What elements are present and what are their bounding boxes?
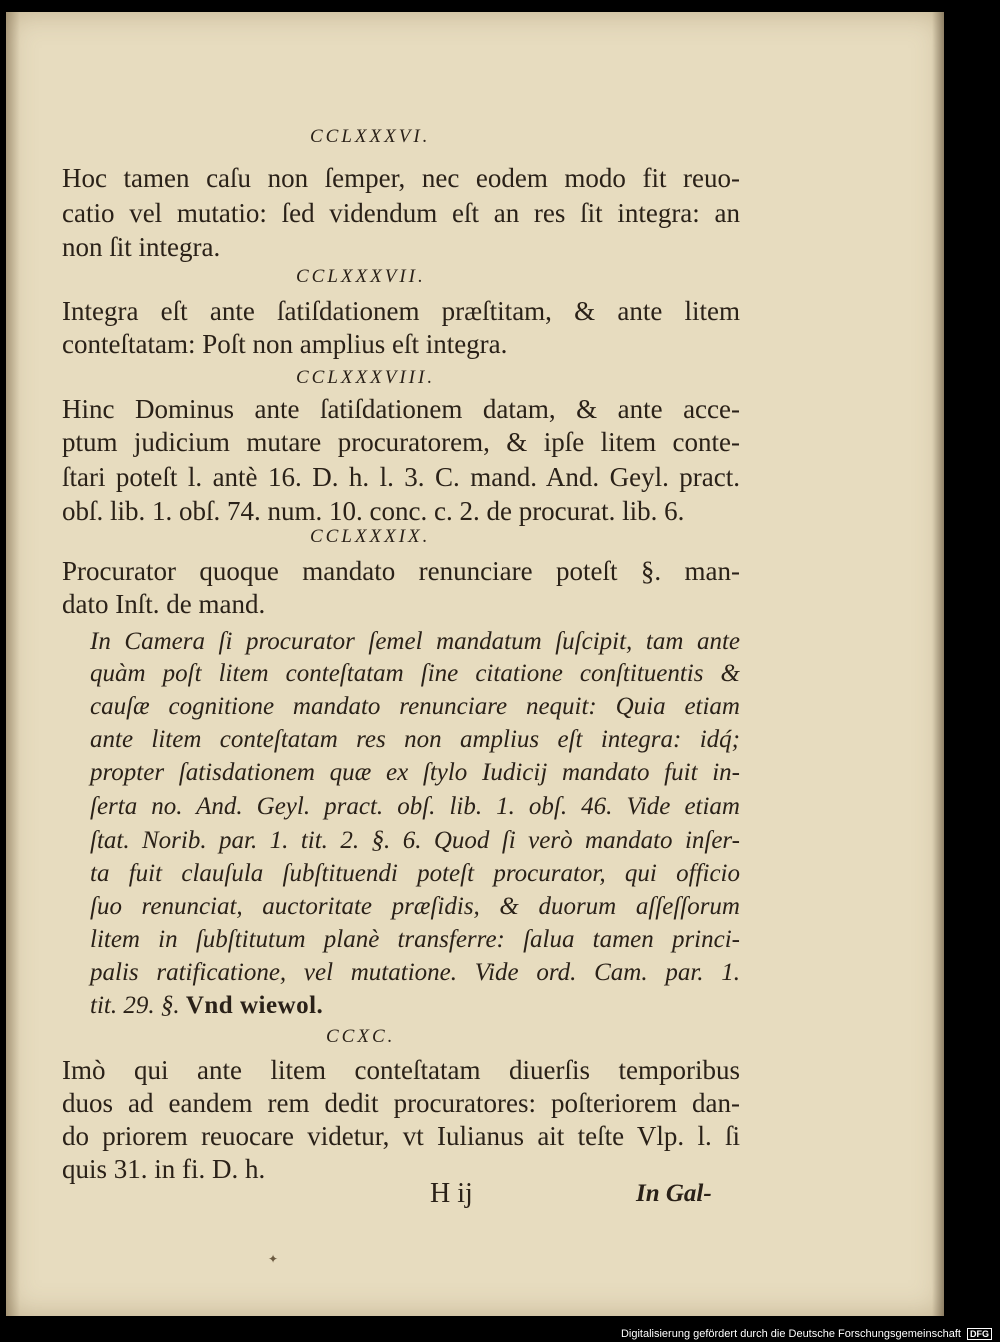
text-line: do priorem reuocare videtur, vt Iulianus ait teſte Vlp. l. ſi <box>62 1121 740 1151</box>
page-binding-shadow <box>6 12 20 1316</box>
text-line: catio vel mutatio: ſed videndum eſt an res ſit integra: an <box>62 198 740 228</box>
note-line: palis ratificatione, vel mutatione. Vide ord. Cam. par. 1. <box>90 959 740 986</box>
blackletter-text: Vnd wiewol. <box>185 992 324 1019</box>
note-line: litem in ſubſtitutum planè transferre: ſalua tamen princi- <box>90 926 740 953</box>
section-numeral: CCLXXXIX. <box>310 526 431 547</box>
text-line: Procurator quoque mandato renunciare poteſt §. man- <box>62 556 740 586</box>
note-line: ſtat. Norib. par. 1. tit. 2. §. 6. Quod ſi verò mandato inſer- <box>90 827 740 854</box>
page-edge-shadow <box>932 12 944 1316</box>
catchword: In Gal- <box>636 1180 712 1207</box>
text-line: obſ. lib. 1. obſ. 74. num. 10. conc. c. 2. de procurat. lib. 6. <box>62 496 685 526</box>
ink-blot: ✦ <box>268 1252 279 1266</box>
credit-text: Digitalisierung gefördert durch die Deutsche Forschungsgemeinschaft <box>620 1328 961 1340</box>
section-numeral: CCLXXXVI. <box>310 126 431 147</box>
note-line: propter ſatisdationem quæ ex ſtylo Iudicij mandato fuit in- <box>90 759 740 786</box>
text-line: Integra eſt ante ſatiſdationem præſtitam, & ante litem <box>62 296 740 326</box>
text-line: Hoc tamen caſu non ſemper, nec eodem modo fit reuo- <box>62 163 740 193</box>
text-line: non ſit integra. <box>62 232 221 262</box>
text-line: duos ad eandem rem dedit procuratores: poſteriorem dan- <box>62 1088 740 1118</box>
text-line: Imò qui ante litem conteſtatam diuerſis temporibus <box>62 1055 740 1085</box>
book-page <box>6 12 944 1316</box>
text-line: quis 31. in fi. D. h. <box>62 1154 266 1184</box>
text-line: dato Inſt. de mand. <box>62 589 266 619</box>
note-line: ſuo renunciat, auctoritate præſidis, & duorum aſſeſſorum <box>90 893 740 920</box>
section-numeral: CCXC. <box>326 1026 396 1047</box>
text-line: conteſtatam: Poſt non amplius eſt integra. <box>62 329 508 359</box>
digitization-credit <box>621 1328 992 1340</box>
note-line: ante litem conteſtatam res non amplius eſt integra: idq́; <box>90 726 740 753</box>
text-line: Hinc Dominus ante ſatiſdationem datam, & ante acce- <box>62 394 740 424</box>
section-numeral: CCLXXXVIII. <box>296 367 436 388</box>
note-line: ta fuit clauſula ſubſtituendi poteſt procurator, qui officio <box>90 860 740 887</box>
note-line <box>90 992 323 1020</box>
note-line: cauſæ cognitione mandato renunciare nequit: Quia etiam <box>90 693 740 720</box>
text-line: ſtari poteſt l. antè 16. D. h. l. 3. C. mand. And. Geyl. pract. <box>62 462 740 492</box>
note-line: ſerta no. And. Geyl. pract. obſ. lib. 1. obſ. 46. Vide etiam <box>90 793 740 820</box>
note-line: In Camera ſi procurator ſemel mandatum ſuſcipit, tam ante <box>90 628 740 655</box>
section-numeral: CCLXXXVII. <box>296 266 426 287</box>
note-line: quàm poſt litem conteſtatam ſine citatione conſtituentis & <box>90 660 740 687</box>
signature-mark: H ij <box>430 1178 473 1209</box>
dfg-logo: DFG <box>967 1328 992 1340</box>
note-last-text: tit. 29. §. <box>90 992 180 1019</box>
text-line: ptum judicium mutare procuratorem, & ipſe litem conte- <box>62 427 740 457</box>
